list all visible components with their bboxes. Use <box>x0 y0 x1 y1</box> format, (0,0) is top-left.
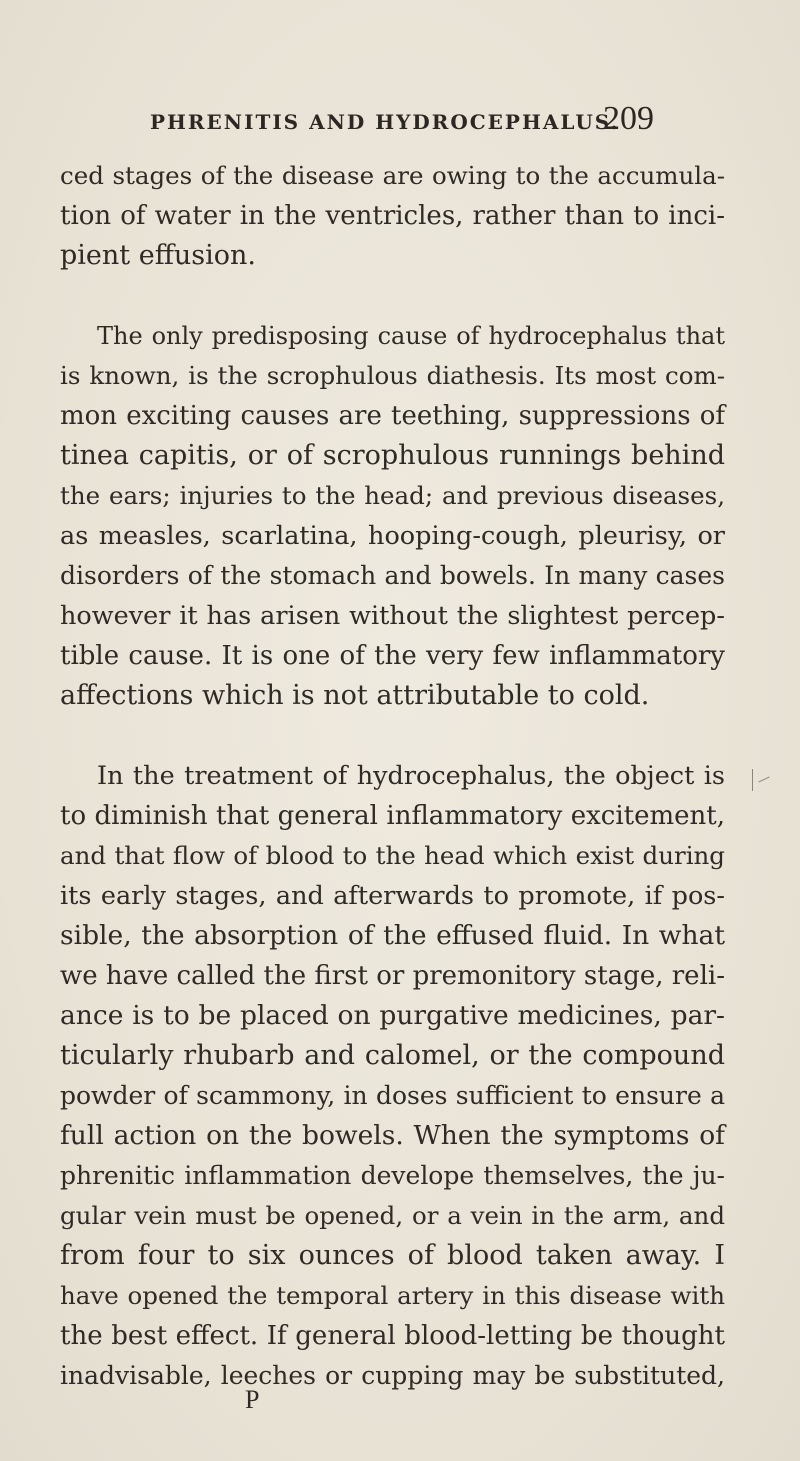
text-line: ance is to be placed on purgative medicines, par- <box>60 1000 725 1031</box>
text-line: phrenitic inflammation develope themselves, the ju- <box>60 1161 725 1190</box>
text-line: In the treatment of hydrocephalus, the object is <box>97 761 725 791</box>
paragraph <box>60 316 725 716</box>
text-line: sible, the absorption of the effused fluid. In what <box>60 920 725 951</box>
text-line: ticularly rhubarb and calomel, or the compound <box>60 1040 725 1071</box>
text-line: and that flow of blood to the head which exist during <box>60 841 725 870</box>
text-line: the best effect. If general blood-letting be thought <box>60 1321 725 1351</box>
text-line: we have called the first or premonitory stage, reli- <box>60 961 725 991</box>
text-line: is known, is the scrophulous diathesis. Its most com- <box>60 361 725 390</box>
text-line: mon exciting causes are teething, suppressions of <box>60 401 725 431</box>
text-line: disorders of the stomach and bowels. In many cases <box>60 561 725 590</box>
text-line: The only predisposing cause of hydrocephalus that <box>97 322 725 350</box>
running-head <box>0 100 800 140</box>
text-line: full action on the bowels. When the symptoms of <box>60 1120 725 1151</box>
paragraph <box>60 756 725 1396</box>
text-line: pient effusion. <box>60 240 256 271</box>
text-line: have opened the temporal artery in this disease with <box>60 1281 725 1310</box>
margin-pencil-mark <box>752 769 772 791</box>
text-line: tible cause. It is one of the very few inflammatory <box>60 641 725 671</box>
text-line: tion of water in the ventricles, rather than to inci- <box>60 201 725 231</box>
text-line: ced stages of the disease are owing to the accumula- <box>60 161 725 190</box>
signature-mark: P <box>245 1385 260 1414</box>
paragraph <box>60 156 725 276</box>
text-line: affections which is not attributable to cold. <box>60 680 650 711</box>
paragraph-gap <box>60 716 725 756</box>
text-line: gular vein must be opened, or a vein in the arm, and <box>60 1201 725 1230</box>
text-line: however it has arisen without the slightest percep- <box>60 601 725 631</box>
text-line: the ears; injuries to the head; and previous diseases, <box>60 481 725 510</box>
text-line: to diminish that general inflammatory excitement, <box>60 801 725 831</box>
text-line: from four to six ounces of blood taken away. I <box>60 1240 725 1271</box>
text-line: inadvisable, leeches or cupping may be substituted, <box>60 1361 725 1390</box>
body-text <box>60 156 725 1396</box>
text-line: tinea capitis, or of scrophulous runnings behind <box>60 440 725 471</box>
text-line: as measles, scarlatina, hooping-cough, pleurisy, or <box>60 521 725 551</box>
page-number: 209 <box>603 100 654 137</box>
running-title: PHRENITIS AND HYDROCEPHALUS. <box>150 110 620 134</box>
paragraph-gap <box>60 276 725 316</box>
text-line: powder of scammony, in doses sufficient to ensure a <box>60 1081 725 1110</box>
text-line: its early stages, and afterwards to promote, if pos- <box>60 881 725 911</box>
